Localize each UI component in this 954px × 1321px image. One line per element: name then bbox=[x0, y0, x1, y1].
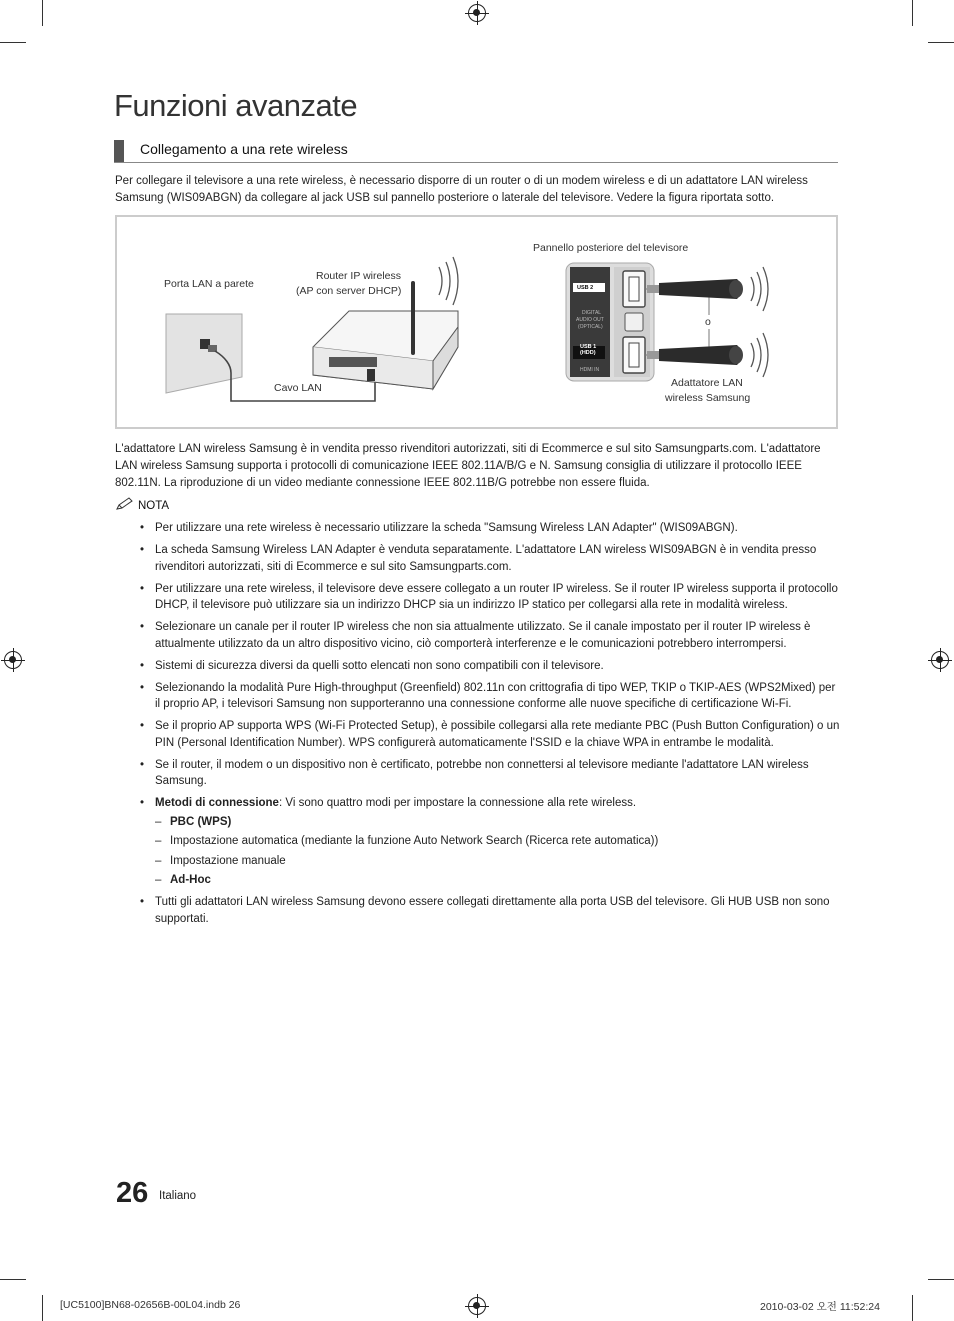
adapter-label-line1: Adattatore LAN bbox=[671, 377, 743, 389]
digital-audio-label-1: DIGITAL bbox=[582, 310, 602, 316]
digital-audio-label-3: (OPTICAL) bbox=[578, 324, 603, 330]
list-item bbox=[140, 542, 840, 575]
method-adhoc: Ad-Hoc bbox=[170, 874, 211, 886]
method-manual: Impostazione manuale bbox=[170, 854, 286, 867]
section-title: Collegamento a una rete wireless bbox=[140, 141, 348, 157]
list-item bbox=[140, 757, 840, 790]
usb2-label: USB 2 bbox=[577, 285, 594, 291]
note-text: La scheda Samsung Wireless LAN Adapter è venduta separatamente. L'adattatore LAN wireless WIS09ABGN è in vendita presso rivenditori autorizzati, siti di Ecommerce e sul sito Samsungparts.com. bbox=[155, 544, 817, 573]
crop-mark bbox=[912, 1295, 913, 1321]
or-label: o bbox=[705, 316, 711, 328]
section-header bbox=[114, 140, 838, 163]
note-label: NOTA bbox=[138, 500, 170, 512]
sub-list-item bbox=[155, 814, 840, 831]
intro-paragraph: Per collegare il televisore a una rete wireless, è necessario disporre di un router o di un modem wireless e di un adattatore LAN wireless Samsung (WIS09ABGN) da collegare al jack USB sul pannello posteriore o laterale del televisore. Vedere la figura riportata sotto. bbox=[115, 175, 808, 204]
adapter-label-line2: wireless Samsung bbox=[665, 392, 751, 404]
list-item bbox=[140, 658, 840, 675]
connection-methods-list bbox=[155, 814, 840, 889]
digital-audio-label-2: AUDIO OUT bbox=[576, 317, 604, 323]
note-text: : Vi sono quattro modi per impostare la connessione alla rete wireless. bbox=[278, 797, 637, 809]
print-date-info: 2010-03-02 오전 11:52:24 bbox=[760, 1301, 880, 1313]
page-language: Italiano bbox=[159, 1190, 197, 1202]
list-item bbox=[140, 680, 840, 713]
tv-panel-label: Pannello posteriore del televisore bbox=[533, 242, 689, 254]
list-item bbox=[140, 795, 840, 889]
note-text: Selezionare un canale per il router IP wireless che non sia attualmente utilizzato. Se il canale impostato per il router IP wireless è attualmente utilizzato da un altro dispositivo vicino, ciò comporterà interferenze e le comunicazioni potrebbero interrompersi. bbox=[155, 621, 811, 650]
crop-mark bbox=[0, 42, 26, 43]
sub-list-item bbox=[155, 872, 840, 889]
crop-mark bbox=[0, 1279, 26, 1280]
note-text: Selezionando la modalità Pure High-throughput (Greenfield) 802.11n con crittografia di tipo WEP, TKIP o TKIP-AES (WPS2Mixed) per il proprio AP, i televisori Samsung non supporteranno una connessione conforme alle nuove specifiche di certificazione Wi-Fi. bbox=[155, 681, 836, 710]
note-text: Sistemi di sicurezza diversi da quelli sotto elencati non sono compatibili con il televisore. bbox=[155, 659, 604, 672]
list-item bbox=[140, 894, 840, 927]
wireless-adapter-bottom bbox=[647, 345, 743, 365]
crop-mark bbox=[912, 0, 913, 26]
page-title: Funzioni avanzate bbox=[114, 88, 358, 123]
note-text: Per utilizzare una rete wireless, il televisore deve essere collegato a un router IP wireless. Se il router IP wireless supporta il protocollo DHCP, il televisore può utilizzare sia un indirizzo DHCP sia un indirizzo IP statico per collegarsi alla rete in modalità wireless. bbox=[155, 582, 838, 611]
registration-mark-icon bbox=[931, 651, 949, 669]
list-item bbox=[140, 718, 840, 751]
wireless-adapter-top bbox=[647, 279, 743, 299]
note-header bbox=[116, 497, 169, 512]
print-file-info: [UC5100]BN68-02656B-00L04.indb 26 bbox=[60, 1299, 241, 1311]
registration-mark-icon bbox=[468, 1297, 486, 1315]
registration-mark-icon bbox=[4, 651, 22, 669]
list-item bbox=[140, 619, 840, 652]
registration-mark-icon bbox=[468, 4, 486, 22]
router-label-line2: (AP con server DHCP) bbox=[296, 285, 402, 297]
lan-cable-label: Cavo LAN bbox=[274, 382, 322, 394]
section-bar bbox=[114, 140, 124, 162]
note-text: Per utilizzare una rete wireless è necessario utilizzare la scheda "Samsung Wireless LAN Adapter" (WIS09ABGN). bbox=[155, 522, 738, 534]
hdmi-label: HDMI IN bbox=[580, 367, 600, 373]
note-text: Se il router, il modem o un dispositivo non è certificato, potrebbe non connettersi al televisore mediante l'adattatore LAN wireless Samsung. bbox=[155, 758, 809, 787]
list-item bbox=[140, 520, 840, 537]
notes-list bbox=[140, 520, 840, 933]
note-text: Tutti gli adattatori LAN wireless Samsung devono essere collegati direttamente alla porta USB del televisore. Gli HUB USB non sono supportati. bbox=[155, 896, 830, 925]
connection-methods-title: Metodi di connessione bbox=[155, 797, 279, 809]
note-text: Se il proprio AP supporta WPS (Wi-Fi Protected Setup), è possibile collegarsi alla rete mediante PBC (Push Button Configuration) o un PIN (Personal Identification Number). WPS configurerà automaticamente l'SSID e la chiave WPA in entrambe le modalità. bbox=[155, 720, 840, 749]
sub-list-item bbox=[155, 853, 840, 870]
method-pbc: PBC (WPS) bbox=[170, 815, 232, 828]
method-auto: Impostazione automatica (mediante la funzione Auto Network Search (Ricerca rete automatica)) bbox=[170, 835, 659, 847]
list-item bbox=[140, 581, 840, 614]
usb1-hdd-label: (HDD) bbox=[580, 350, 596, 356]
crop-mark bbox=[928, 1279, 954, 1280]
adapter-paragraph: L'adattatore LAN wireless Samsung è in vendita presso rivenditori autorizzati, siti di Ecommerce e sul sito Samsungparts.com. L'adattatore LAN wireless Samsung supporta i protocolli di comunicazione IEEE 802.11A/B/G e N. Samsung consiglia di utilizzare il protocollo IEEE 802.11N. La riproduzione di un video mediante connessione IEEE 802.11B/G potrebbe non essere fluida. bbox=[115, 443, 821, 489]
crop-mark bbox=[928, 42, 954, 43]
crop-mark bbox=[42, 0, 43, 26]
page-number: 26 bbox=[116, 1177, 149, 1209]
pencil-note-icon bbox=[116, 497, 134, 511]
usb1-label: USB 1 bbox=[580, 344, 597, 350]
router-label-line1: Router IP wireless bbox=[316, 270, 402, 282]
connection-diagram bbox=[115, 215, 838, 429]
wall-port-label: Porta LAN a parete bbox=[164, 278, 254, 290]
sub-list-item bbox=[155, 833, 840, 850]
crop-mark bbox=[42, 1295, 43, 1321]
